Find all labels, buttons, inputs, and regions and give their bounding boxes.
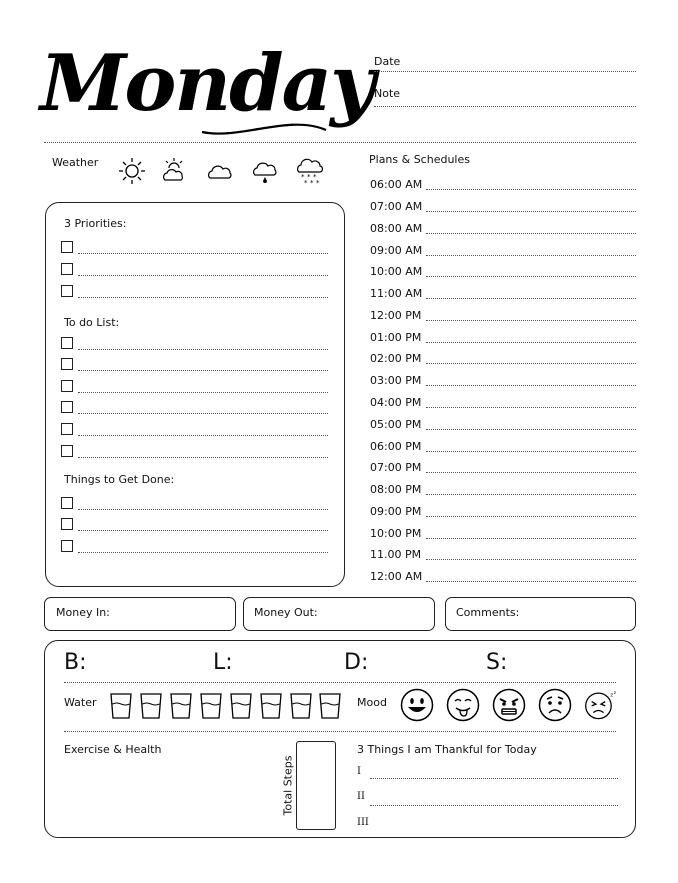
angry-face-icon[interactable] <box>492 688 526 722</box>
time-slot-label: 12:00 PM <box>370 309 422 322</box>
thankful-line[interactable] <box>370 778 618 779</box>
todo-checkbox[interactable] <box>61 401 73 413</box>
time-slot-line[interactable] <box>426 255 636 256</box>
time-slot-line[interactable] <box>426 494 636 495</box>
priorities-label: 3 Priorities: <box>64 217 127 230</box>
time-slot-label: 09:00 PM <box>370 505 422 518</box>
todo-line[interactable] <box>78 435 328 436</box>
time-slot-label: 10:00 AM <box>370 265 423 278</box>
time-slot-line[interactable] <box>426 429 636 430</box>
todo-line[interactable] <box>78 413 328 414</box>
time-slot-label: 08:00 PM <box>370 483 422 496</box>
water-glass-icon[interactable] <box>230 693 252 719</box>
todo-checkbox[interactable] <box>61 358 73 370</box>
time-slot-line[interactable] <box>426 516 636 517</box>
page-title: Monday <box>40 38 374 129</box>
date-line[interactable] <box>374 71 636 72</box>
water-glass-icon[interactable] <box>260 693 282 719</box>
things-line[interactable] <box>78 530 328 531</box>
things-checkbox[interactable] <box>61 540 73 552</box>
todo-checkbox[interactable] <box>61 445 73 457</box>
water-glass-icon[interactable] <box>170 693 192 719</box>
time-slot-label: 03:00 PM <box>370 374 422 387</box>
thankful-label: 3 Things I am Thankful for Today <box>357 743 537 756</box>
time-slot-label: 08:00 AM <box>370 222 423 235</box>
svg-text:*: * <box>301 173 305 181</box>
time-slot-label: 02:00 PM <box>370 352 422 365</box>
water-glass-icon[interactable] <box>290 693 312 719</box>
money-out-label: Money Out: <box>254 606 318 619</box>
dinner-label: D: <box>344 650 369 675</box>
time-slot-line[interactable] <box>426 559 636 560</box>
health-panel <box>44 640 636 838</box>
sleepy-face-icon[interactable] <box>584 688 618 722</box>
time-slot-label: 12:00 AM <box>370 570 423 583</box>
thankful-numeral: II <box>357 791 365 802</box>
svg-text:*: * <box>307 173 311 181</box>
comments-label: Comments: <box>456 606 520 619</box>
todo-checkbox[interactable] <box>61 380 73 392</box>
water-label: Water <box>64 696 97 709</box>
note-line[interactable] <box>374 106 636 107</box>
things-label: Things to Get Done: <box>64 473 175 486</box>
exercise-label: Exercise & Health <box>64 743 162 756</box>
breakfast-label: B: <box>64 650 87 675</box>
sad-face-icon[interactable] <box>538 688 572 722</box>
time-slot-line[interactable] <box>426 276 636 277</box>
thankful-numeral: I <box>357 766 361 777</box>
water-glass-icon[interactable] <box>110 693 132 719</box>
water-glass-icon[interactable] <box>200 693 222 719</box>
things-line[interactable] <box>78 552 328 553</box>
todo-checkbox[interactable] <box>61 337 73 349</box>
water-mood-line <box>64 731 616 732</box>
meals-line[interactable] <box>64 682 616 683</box>
things-checkbox[interactable] <box>61 518 73 530</box>
todo-label: To do List: <box>64 316 120 329</box>
time-slot-label: 07:00 PM <box>370 461 422 474</box>
time-slot-label: 05:00 PM <box>370 418 422 431</box>
time-slot-line[interactable] <box>426 233 636 234</box>
title-flourish <box>200 110 330 140</box>
date-label: Date <box>374 55 401 68</box>
weather-label: Weather <box>52 156 99 169</box>
todo-line[interactable] <box>78 349 328 350</box>
thankful-numeral: III <box>357 817 369 828</box>
time-slot-line[interactable] <box>426 189 636 190</box>
svg-text:*: * <box>313 173 317 181</box>
plans-label: Plans & Schedules <box>369 153 470 166</box>
time-slot-label: 07:00 AM <box>370 200 423 213</box>
svg-text:z: z <box>613 690 616 696</box>
things-checkbox[interactable] <box>61 497 73 509</box>
todo-line[interactable] <box>78 392 328 393</box>
time-slot-line[interactable] <box>426 320 636 321</box>
things-line[interactable] <box>78 509 328 510</box>
todo-line[interactable] <box>78 370 328 371</box>
svg-text:*: * <box>304 179 308 186</box>
time-slot-label: 01:00 PM <box>370 331 422 344</box>
header-separator <box>44 142 636 143</box>
priority-line[interactable] <box>78 253 328 254</box>
happy-face-icon[interactable] <box>400 688 434 722</box>
time-slot-line[interactable] <box>426 407 636 408</box>
time-slot-label: 06:00 PM <box>370 440 422 453</box>
rain-icon[interactable] <box>251 156 279 186</box>
cloud-icon[interactable] <box>206 156 234 186</box>
water-glass-icon[interactable] <box>140 693 162 719</box>
svg-text:*: * <box>316 179 320 186</box>
partly-cloudy-icon[interactable] <box>160 156 188 186</box>
priority-line[interactable] <box>78 297 328 298</box>
mood-label: Mood <box>357 696 387 709</box>
note-label: Note <box>374 87 401 100</box>
total-steps-label: Total Steps <box>281 755 295 816</box>
time-slot-label: 10:00 PM <box>370 527 422 540</box>
time-slot-line[interactable] <box>426 538 636 539</box>
time-slot-label: 09:00 AM <box>370 244 423 257</box>
todo-line[interactable] <box>78 457 328 458</box>
priority-checkbox[interactable] <box>61 263 73 275</box>
time-slot-line[interactable] <box>426 581 636 582</box>
svg-text:*: * <box>310 179 314 186</box>
time-slot-line[interactable] <box>426 363 636 364</box>
time-slot-line[interactable] <box>426 298 636 299</box>
time-slot-line[interactable] <box>426 385 636 386</box>
money-in-label: Money In: <box>56 606 110 619</box>
priority-checkbox[interactable] <box>61 285 73 297</box>
total-steps-box[interactable] <box>296 741 336 830</box>
snow-icon[interactable] <box>296 156 324 186</box>
sun-icon[interactable] <box>118 156 146 186</box>
tongue-face-icon[interactable] <box>446 688 480 722</box>
priority-line[interactable] <box>78 275 328 276</box>
time-slot-line[interactable] <box>426 342 636 343</box>
time-slot-line[interactable] <box>426 472 636 473</box>
water-glass-icon[interactable] <box>319 693 341 719</box>
time-slot-label: 11.00 PM <box>370 548 422 561</box>
snack-label: S: <box>486 650 508 675</box>
todo-checkbox[interactable] <box>61 423 73 435</box>
time-slot-label: 11:00 AM <box>370 287 423 300</box>
priority-checkbox[interactable] <box>61 241 73 253</box>
lunch-label: L: <box>213 650 233 675</box>
time-slot-label: 06:00 AM <box>370 178 423 191</box>
time-slot-label: 04:00 PM <box>370 396 422 409</box>
svg-text:z: z <box>610 692 614 699</box>
time-slot-line[interactable] <box>426 211 636 212</box>
thankful-line[interactable] <box>370 805 618 806</box>
time-slot-line[interactable] <box>426 451 636 452</box>
